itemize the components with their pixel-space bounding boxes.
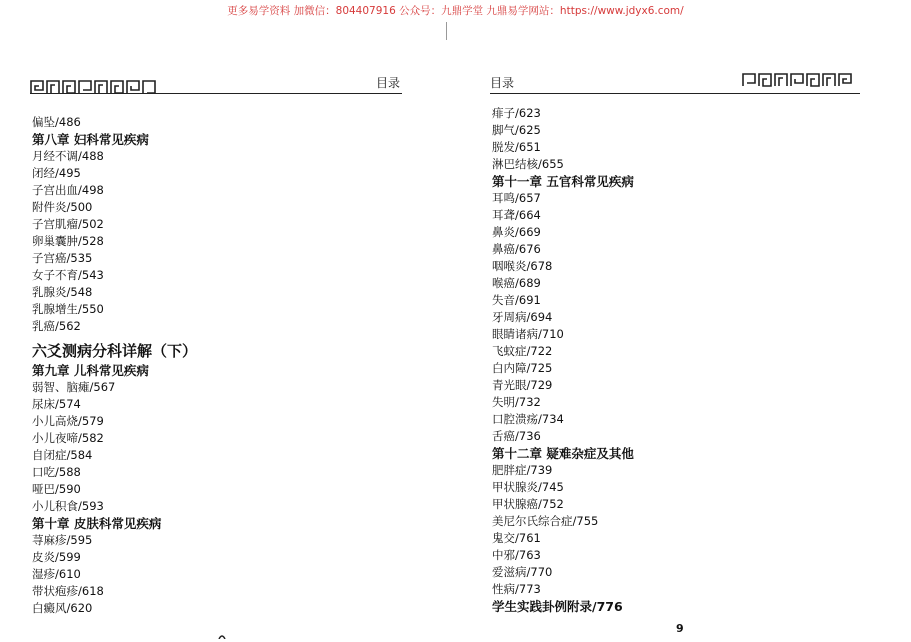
toc-entry: 美尼尔氏综合症/755: [492, 514, 599, 528]
toc-entry: 耳鸣/657: [492, 191, 541, 205]
toc-entry: 女子不育/543: [32, 268, 104, 282]
toc-entry: 舌癌/736: [492, 429, 541, 443]
toc-chapter-heading: 第十一章 五官科常见疾病: [492, 174, 634, 189]
center-gutter: [446, 22, 447, 40]
toc-entry: 性病/773: [492, 582, 541, 596]
header-label: 目录: [375, 76, 400, 90]
toc-entry: 小儿高烧/579: [32, 414, 104, 428]
clipped-mark-icon: [218, 633, 226, 639]
toc-entry: 子宫肌瘤/502: [32, 217, 104, 231]
toc-entry: 鼻炎/669: [492, 225, 541, 239]
toc-entry: 咽喉炎/678: [492, 259, 553, 273]
toc-chapter-heading: 学生实践卦例附录/776: [492, 599, 623, 614]
header-label: 目录: [490, 76, 515, 90]
toc-chapter-heading: 第十章 皮肤科常见疾病: [32, 516, 162, 531]
toc-entry: 乳腺增生/550: [32, 302, 104, 316]
toc-entry: 小儿积食/593: [32, 499, 104, 513]
toc-entry: 失明/732: [492, 395, 541, 409]
fret-ornament-icon: [742, 73, 860, 87]
toc-entry: 飞蚊症/722: [492, 344, 553, 358]
toc-entry: 乳腺炎/548: [32, 285, 93, 299]
page-number: 9: [676, 622, 684, 635]
toc-entry: 乳癌/562: [32, 319, 81, 333]
toc-entry: 带状疱疹/618: [32, 584, 104, 598]
toc-entry: 子宫出血/498: [32, 183, 104, 197]
toc-chapter-heading: 第九章 儿科常见疾病: [32, 363, 149, 378]
toc-entry: 子宫癌/535: [32, 251, 93, 265]
toc-entry: 喉癌/689: [492, 276, 541, 290]
toc-entry: 爱滋病/770: [492, 565, 553, 579]
toc-chapter-heading: 第八章 妇科常见疾病: [32, 132, 149, 147]
header-rule: [30, 93, 402, 94]
toc-entry: 耳聋/664: [492, 208, 541, 222]
right-page: [490, 0, 862, 636]
toc-entry: 淋巴结核/655: [492, 157, 564, 171]
toc-entry: 甲状腺炎/745: [492, 480, 564, 494]
left-page: [30, 0, 404, 636]
fret-ornament-icon: [30, 80, 158, 94]
toc-entry: 脚气/625: [492, 123, 541, 137]
watermark-banner: 更多易学资料 加微信：804407916 公众号：九鼎学堂 九鼎易学网站：https://www.jdyx6.com/: [227, 5, 684, 17]
header-rule: [490, 93, 860, 94]
toc-chapter-heading: 第十二章 疑难杂症及其他: [492, 446, 634, 461]
toc-entry: 鼻癌/676: [492, 242, 541, 256]
toc-entry: 中邪/763: [492, 548, 541, 562]
toc-list: [492, 105, 634, 615]
toc-entry: 弱智、脑瘫/567: [32, 380, 116, 394]
toc-entry: 牙周病/694: [492, 310, 553, 324]
toc-entry: 湿疹/610: [32, 567, 81, 581]
toc-entry: 青光眼/729: [492, 378, 553, 392]
toc-part-title: 六爻测病分科详解（下）: [32, 342, 198, 360]
toc-entry: 小儿夜啼/582: [32, 431, 104, 445]
toc-entry: 哑巴/590: [32, 482, 81, 496]
toc-entry: 月经不调/488: [32, 149, 104, 163]
toc-entry: 自闭症/584: [32, 448, 93, 462]
toc-entry: 失音/691: [492, 293, 541, 307]
toc-entry: 白内障/725: [492, 361, 553, 375]
toc-entry: 甲状腺癌/752: [492, 497, 564, 511]
toc-entry: 荨麻疹/595: [32, 533, 93, 547]
toc-entry: 白癜风/620: [32, 601, 93, 615]
toc-entry: 皮炎/599: [32, 550, 81, 564]
toc-entry: 卵巢囊肿/528: [32, 234, 104, 248]
toc-entry: 尿床/574: [32, 397, 81, 411]
toc-list: [32, 114, 197, 617]
toc-entry: 鬼交/761: [492, 531, 541, 545]
toc-entry: 肥胖症/739: [492, 463, 553, 477]
toc-entry: 口吃/588: [32, 465, 81, 479]
toc-entry: 闭经/495: [32, 166, 81, 180]
toc-entry: 脱发/651: [492, 140, 541, 154]
toc-entry: 眼睛诸病/710: [492, 327, 564, 341]
toc-entry: 偏坠/486: [32, 115, 81, 129]
toc-entry: 附件炎/500: [32, 200, 93, 214]
toc-entry: 口腔溃疡/734: [492, 412, 564, 426]
toc-entry: 痱子/623: [492, 106, 541, 120]
